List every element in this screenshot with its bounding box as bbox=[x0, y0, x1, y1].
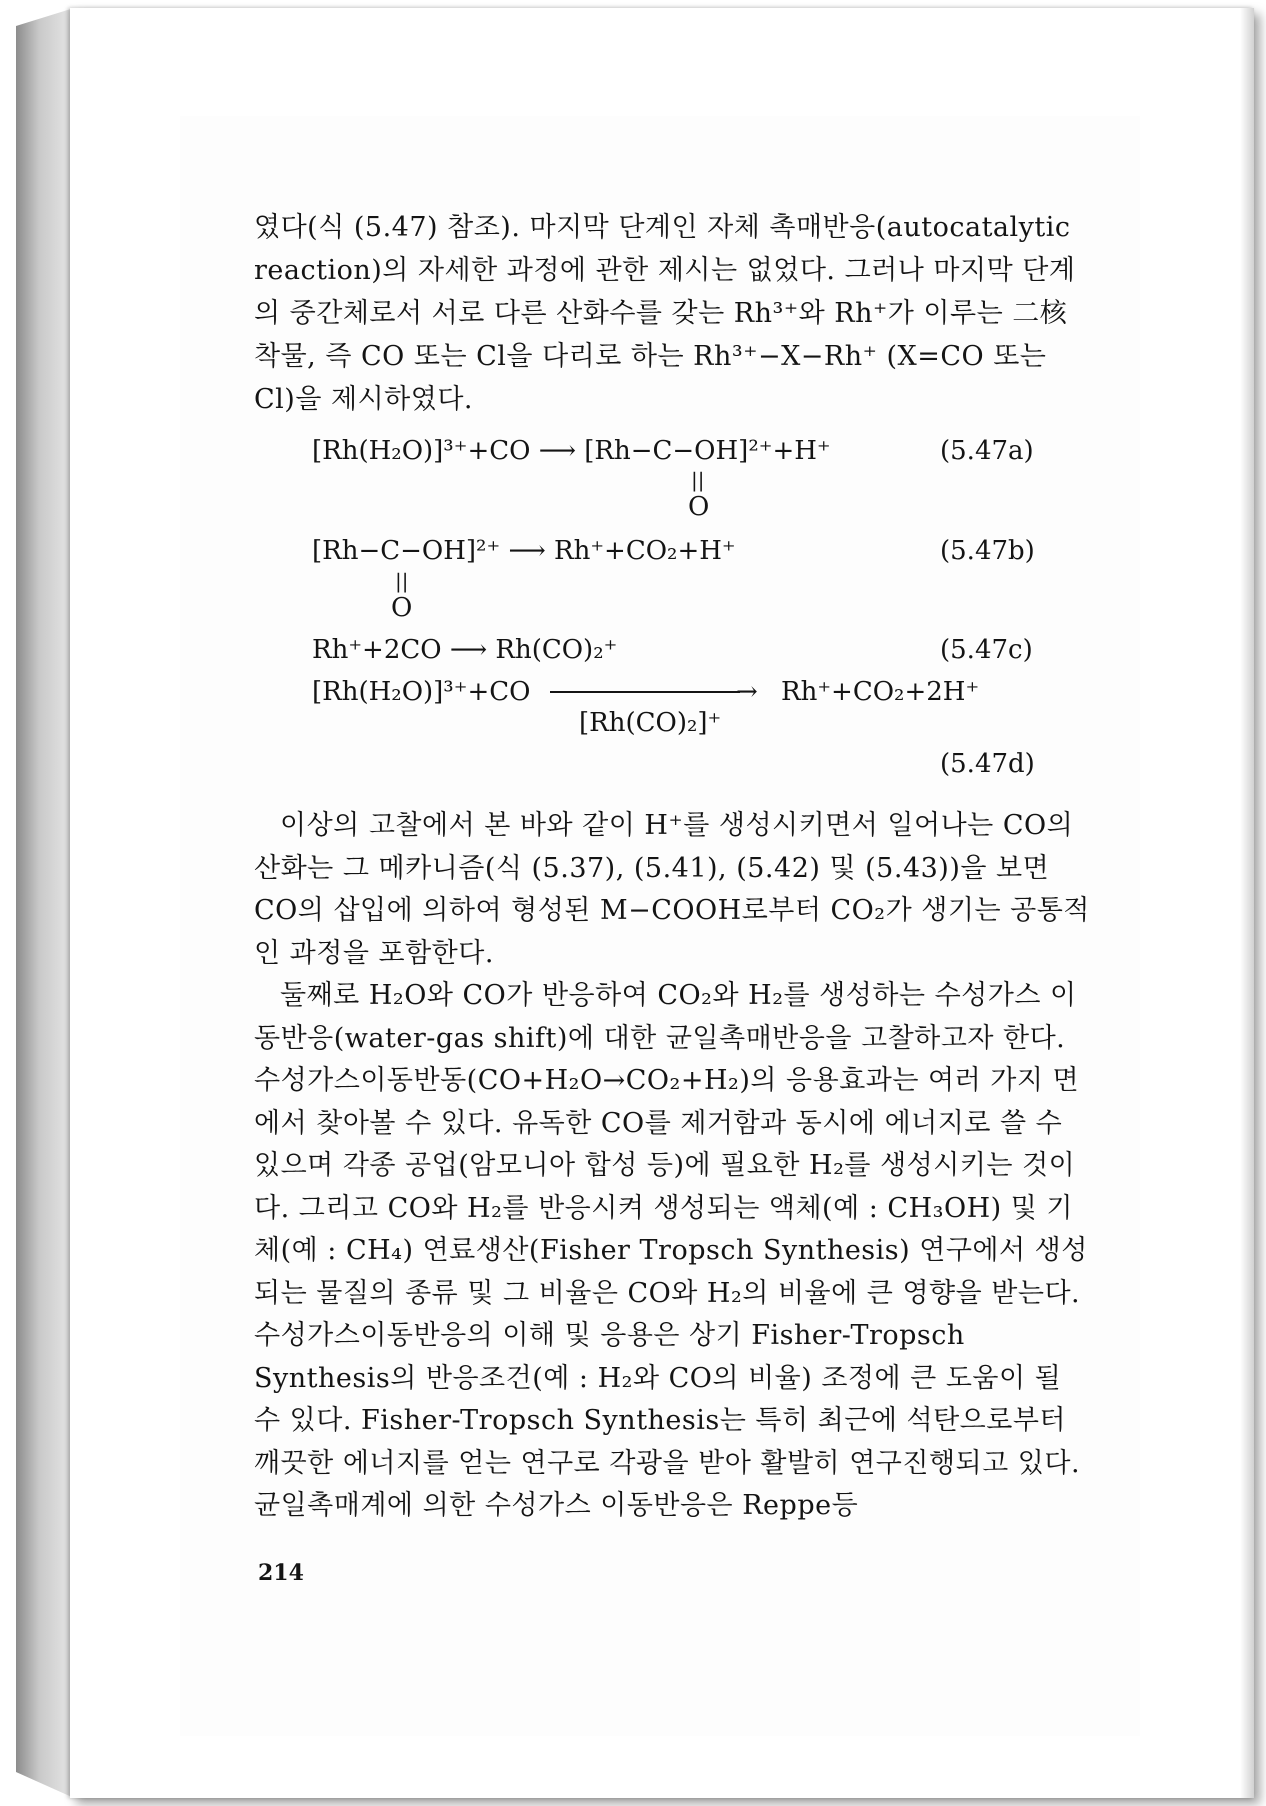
equation-5-47d-arrow-head: → bbox=[736, 677, 758, 707]
equation-5-47a-oxygen: O bbox=[688, 492, 710, 522]
paragraph-1: 였다(식 (5.47) 참조). 마지막 단계인 자체 촉매반응(autocatalytic reaction)의 자세한 과정에 관한 제시는 없었다. 그러나 마지막 단계의 중간체로서 서로 다른 산화수를 갖는 Rh³⁺와 Rh⁺가 이루는 二核착물, 즉 CO 또는 Cl을 다리로 하는 Rh³⁺−X−Rh⁺ (X=CO 또는 Cl)을 제시하였다. bbox=[254, 212, 1076, 415]
paragraph-3: 둘째로 H₂O와 CO가 반응하여 CO₂와 H₂를 생성하는 수성가스 이동반응(water-gas shift)에 대한 균일촉매반응을 고찰하고자 한다. 수성가스이동반동(CO+H₂O→CO₂+H₂)의 응용효과는 여러 가지 면에서 찾아볼 수 있다. 유독한 CO를 제거함과 동시에 에너지로 쓸 수 있으며 각종 공업(암모니아 합성 등)에 필요한 H₂를 생성시키는 것이다. 그리고 CO와 H₂를 반응시켜 생성되는 액체(예 : CH₃OH) 및 기체(예 : CH₄) 연료생산(Fisher Tropsch Synthesis) 연구에서 생성되는 물질의 종류 및 그 비율은 CO와 H₂의 비율에 큰 영향을 받는다. 수성가스이동반응의 이해 및 응용은 상기 Fisher-Tropsch Synthesis의 반응조건(예 : H₂와 CO의 비율) 조정에 큰 도움이 될 수 있다. Fisher-Tropsch Synthesis는 특히 최근에 석탄으로부터 깨끗한 에너지를 얻는 연구로 각광을 받아 활발히 연구진행되고 있다. 균일촉매계에 의한 수성가스 이동반응은 Reppe등 bbox=[254, 980, 1088, 1521]
equation-5-47d-reactants: [Rh(H₂O)]³⁺+CO bbox=[312, 677, 531, 707]
body-text bbox=[254, 805, 1090, 1528]
equation-5-47b-oxygen: O bbox=[391, 593, 413, 623]
book-spine bbox=[16, 8, 74, 1798]
page-edge-shadow bbox=[1240, 8, 1254, 1798]
equation-5-47b: [Rh−C−OH]²⁺ ⟶ Rh⁺+CO₂+H⁺ bbox=[312, 536, 736, 566]
page-number: 214 bbox=[258, 1560, 304, 1586]
paragraph-2: 이상의 고찰에서 본 바와 같이 H⁺를 생성시키면서 일어나는 CO의 산화는 그 메카니즘(식 (5.37), (5.41), (5.42) 및 (5.43))을 보면 CO의 삽입에 의하여 형성된 M−COOH로부터 CO₂가 생기는 공통적인 과정을 포함한다. bbox=[254, 810, 1090, 969]
equation-5-47b-double-bond: || bbox=[395, 569, 409, 593]
equation-5-47a: [Rh(H₂O)]³⁺+CO ⟶ [Rh−C−OH]²⁺+H⁺ bbox=[312, 436, 831, 466]
equation-number-5-47c: (5.47c) bbox=[940, 635, 1033, 665]
equation-number-5-47d: (5.47d) bbox=[940, 749, 1035, 779]
equation-5-47a-double-bond: || bbox=[691, 468, 705, 492]
equation-5-47d-products: Rh⁺+CO₂+2H⁺ bbox=[781, 677, 980, 707]
equation-5-47c: Rh⁺+2CO ⟶ Rh(CO)₂⁺ bbox=[312, 635, 618, 665]
equation-5-47d-arrow-line bbox=[550, 691, 740, 693]
equation-number-5-47a: (5.47a) bbox=[940, 436, 1034, 466]
equation-5-47d-catalyst: [Rh(CO)₂]⁺ bbox=[579, 708, 722, 738]
equation-number-5-47b: (5.47b) bbox=[940, 536, 1035, 566]
